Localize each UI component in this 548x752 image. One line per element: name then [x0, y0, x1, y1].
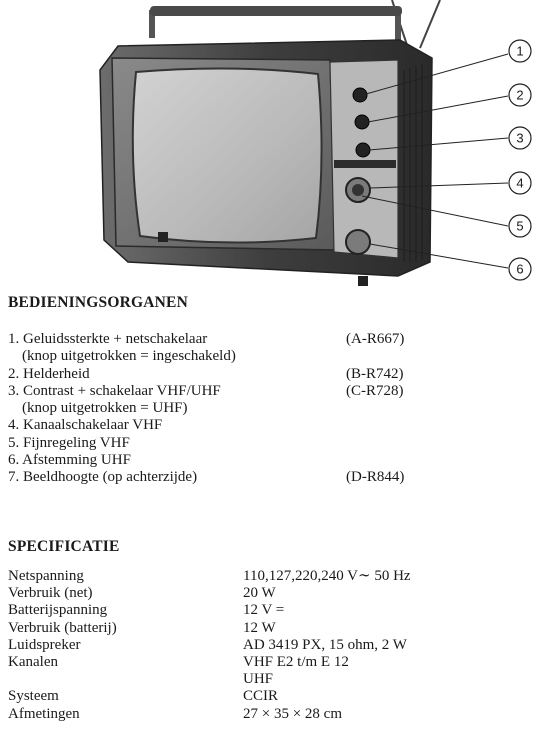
spec-label: Afmetingen [8, 705, 80, 722]
spec-value: 110,127,220,240 V∼ 50 Hz [243, 568, 411, 584]
spec-row [8, 688, 538, 705]
list-item [8, 469, 538, 486]
brand-strip [334, 160, 396, 168]
spec-row-continuation [8, 671, 538, 688]
spec-value: 20 W [243, 585, 276, 602]
item-code: (A-R667) [346, 331, 405, 347]
knob-1 [353, 88, 367, 102]
callout-label: 4 [516, 175, 524, 191]
list-item [8, 366, 538, 383]
list-item [8, 383, 538, 400]
spec-label: Verbruik (batterij) [8, 619, 117, 636]
callout-label: 5 [516, 218, 524, 234]
list-item-continuation [8, 400, 538, 417]
callout-label: 2 [516, 87, 524, 103]
item-note: (knop uitgetrokken = UHF) [22, 400, 188, 417]
spec-value: CCIR [243, 688, 279, 705]
list-item [8, 435, 538, 452]
knob-3 [356, 143, 370, 157]
spec-row [8, 706, 538, 723]
spec-value: 12 V = [243, 602, 285, 619]
spec-row [8, 637, 538, 654]
list-item [8, 331, 538, 348]
item-code: (D-R844) [346, 469, 405, 486]
tv-illustration [0, 0, 548, 292]
callout-badge-4 [509, 172, 531, 194]
tv-foot [158, 232, 168, 242]
controls-heading: BEDIENINGSORGANEN [8, 294, 188, 311]
spec-value: VHF E2 t/m E 12 [243, 653, 349, 670]
spec-label: Systeem [8, 688, 59, 705]
spec-row [8, 585, 538, 602]
callout-badge-2 [509, 84, 531, 106]
spec-value: 12 W [243, 619, 276, 636]
specs-heading: SPECIFICATIE [8, 538, 120, 555]
spec-label: Luidspreker [8, 636, 81, 653]
item-text: 2. Helderheid [8, 365, 90, 382]
spec-label: Netspanning [8, 568, 84, 584]
spec-label: Batterijspanning [8, 602, 108, 619]
spec-label: Verbruik (net) [8, 585, 93, 602]
item-code: (B-R742) [346, 365, 404, 382]
list-item [8, 452, 538, 469]
item-text: 1. Geluidssterkte + netschakelaar [8, 331, 208, 347]
spec-row [8, 654, 538, 671]
list-item-continuation [8, 348, 538, 365]
callout-badge-1 [509, 40, 531, 62]
list-item [8, 417, 538, 434]
spec-value: UHF [243, 671, 274, 688]
callout-label: 1 [516, 43, 524, 59]
spec-value: AD 3419 PX, 15 ohm, 2 W [243, 636, 407, 653]
item-text: 7. Beeldhoogte (op achterzijde) [8, 469, 198, 486]
spec-row [8, 602, 538, 619]
knob-2 [355, 115, 369, 129]
tv-screen [133, 68, 322, 242]
callout-label: 6 [516, 261, 524, 277]
controls-list [8, 331, 538, 487]
callout-label: 3 [516, 130, 524, 146]
knob-6 [346, 230, 370, 254]
tv-drawing [0, 0, 548, 292]
carrying-handle [150, 6, 402, 16]
item-text: 4. Kanaalschakelaar VHF [8, 417, 163, 434]
item-text: 6. Afstemming UHF [8, 452, 131, 469]
tv-foot [358, 276, 368, 286]
spec-row [8, 620, 538, 637]
spec-value: 27 × 35 × 28 cm [243, 705, 342, 722]
item-text: 5. Fijnregeling VHF [8, 434, 130, 451]
callout-badge-3 [509, 127, 531, 149]
knob-5 [352, 184, 364, 196]
antenna-rod [420, 0, 440, 48]
callout-badge-5 [509, 215, 531, 237]
item-text: 3. Contrast + schakelaar VHF/UHF [8, 382, 221, 399]
item-code: (C-R728) [346, 382, 404, 399]
specs-table [8, 568, 538, 723]
spec-label: Kanalen [8, 653, 58, 670]
spec-row [8, 568, 538, 585]
callout-badge-6 [509, 258, 531, 280]
item-note: (knop uitgetrokken = ingeschakeld) [22, 348, 236, 365]
